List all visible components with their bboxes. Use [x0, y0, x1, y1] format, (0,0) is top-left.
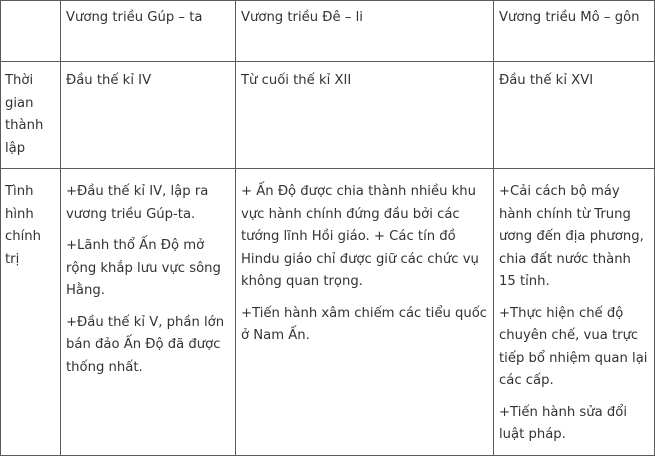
- cell-paragraph: Đầu thế kỉ IV: [66, 73, 152, 88]
- cell-paragraph: +Tiến hành sửa đổi luật pháp.: [499, 404, 627, 442]
- row-label-founding-time: Thời gian thành lập: [1, 62, 61, 169]
- cell-gupta-politics: [61, 169, 236, 456]
- cell-paragraph: +Thực hiện chế độ chuyên chế, vua trực tiếp bổ nhiệm quan lại các cấp.: [499, 305, 648, 388]
- header-cell-mughal: Vương triều Mô – gôn: [494, 1, 655, 62]
- cell-delhi-politics: [236, 169, 494, 456]
- header-cell-empty: [1, 1, 61, 62]
- cell-mughal-founding: [494, 62, 655, 169]
- cell-paragraph: Từ cuối thế kỉ XII: [241, 73, 352, 88]
- table-row: [1, 62, 655, 169]
- row-label-politics: Tình hình chính trị: [1, 169, 61, 456]
- header-row: [1, 1, 655, 62]
- cell-paragraph: +Tiến hành xâm chiếm các tiểu quốc ở Nam Ấn.: [241, 305, 488, 343]
- cell-paragraph: +Đầu thế kỉ IV, lập ra vương triều Gúp-ta.: [66, 184, 209, 222]
- cell-mughal-politics: [494, 169, 655, 456]
- header-cell-gupta: Vương triều Gúp – ta: [61, 1, 236, 62]
- cell-paragraph: Đầu thế kỉ XVI: [499, 73, 594, 88]
- cell-paragraph: + Ấn Độ được chia thành nhiều khu vực hành chính đứng đầu bởi các tướng lĩnh Hồi giáo. + Các tín đồ Hindu giáo chỉ được giữ các chức vụ không quan trọng.: [241, 184, 479, 289]
- cell-paragraph: +Cải cách bộ máy hành chính từ Trung ương đến địa phương, chia đất nước thành 15 tỉnh.: [499, 184, 644, 289]
- table-row: [1, 169, 655, 456]
- cell-gupta-founding: [61, 62, 236, 169]
- header-cell-delhi: Vương triều Đê – li: [236, 1, 494, 62]
- cell-paragraph: +Lãnh thổ Ấn Độ mở rộng khắp lưu vực sông Hằng.: [66, 238, 221, 298]
- cell-delhi-founding: [236, 62, 494, 169]
- cell-paragraph: +Đầu thế kỉ V, phần lớn bán đảo Ấn Độ đã được thống nhất.: [66, 314, 225, 375]
